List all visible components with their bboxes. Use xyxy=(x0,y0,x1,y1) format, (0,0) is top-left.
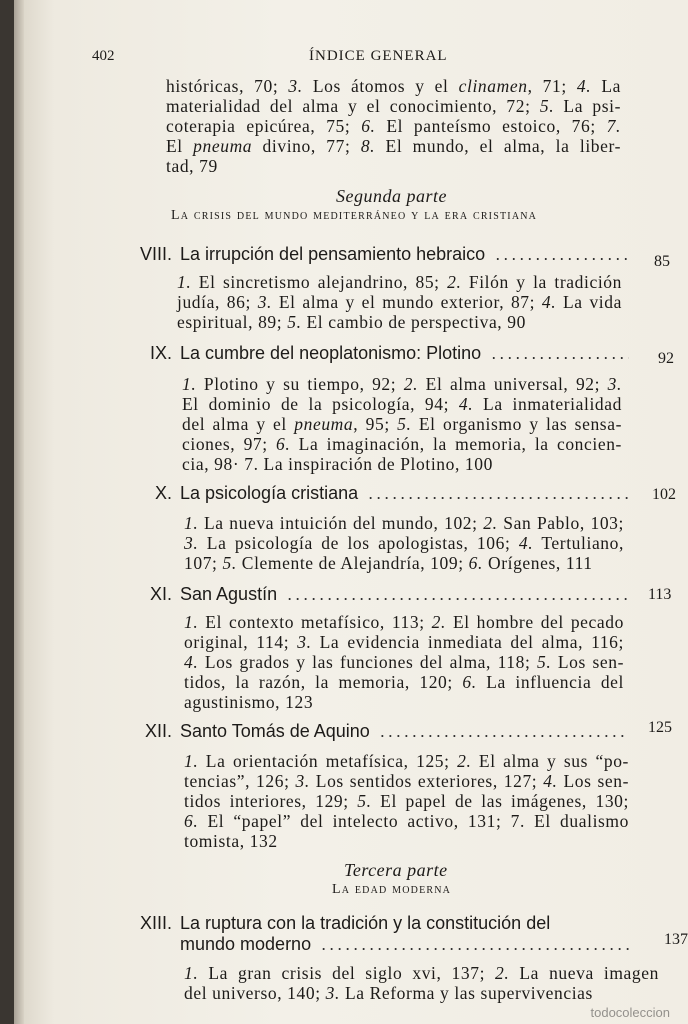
chapter-desc-line: original, 114; 3. La evidencia inmediata del alma, 116; xyxy=(184,632,624,652)
chapter-xi-entry xyxy=(114,584,639,605)
chapter-desc-line: 1. El sincretismo alejandrino, 85; 2. Filón y la tradición xyxy=(177,272,622,292)
part3-subtitle: La edad moderna xyxy=(332,882,452,897)
chapter-page: 137 xyxy=(664,931,688,948)
chapter-page: 125 xyxy=(648,719,672,736)
leader-dots xyxy=(368,483,629,504)
chapter-desc-line: 6. El “papel” del intelecto activo, 131; 7. El dualismo xyxy=(184,811,629,831)
chapter-xii-entry xyxy=(114,721,639,742)
chapter-desc-line: 4. Los grados y las funciones del alma, 118; 5. Los sen- xyxy=(184,652,625,672)
chapter-ix-entry xyxy=(114,343,639,364)
chapter-desc-line: tidos, la razón, la memoria, 120; 6. La influencia del xyxy=(184,672,624,692)
chapter-title-continued: mundo moderno xyxy=(180,934,312,954)
chapter-desc-line: 1. Plotino y su tiempo, 92; 2. El alma universal, 92; 3. xyxy=(182,374,622,394)
watermark: todocoleccion xyxy=(590,1005,670,1020)
page-edge xyxy=(14,0,24,1024)
chapter-desc-line: del universo, 140; 3. La Reforma y las supervivencias xyxy=(184,983,593,1003)
chapter-page: 92 xyxy=(658,350,674,367)
chapter-viii-desc xyxy=(177,272,622,332)
chapter-desc-line: 1. La nueva intuición del mundo, 102; 2. San Pablo, 103; xyxy=(184,513,624,533)
chapter-title: La ruptura con la tradición y la constitución del xyxy=(180,913,551,933)
chapter-viii-entry xyxy=(114,244,639,265)
intro-desc-line: coterapia epicúrea, 75; 6. El panteísmo estoico, 76; 7. xyxy=(166,116,621,136)
chapter-page: 102 xyxy=(652,486,676,503)
chapter-page: 113 xyxy=(648,586,672,603)
chapter-desc-line: tidos interiores, 129; 5. El papel de las imágenes, 130; xyxy=(184,791,629,811)
chapter-desc-line: del alma y el pneuma, 95; 5. El organismo y las sensa- xyxy=(182,414,623,434)
chapter-desc-line: agustinismo, 123 xyxy=(184,692,314,712)
chapter-xiii-desc xyxy=(184,963,659,1003)
chapter-title: La cumbre del neoplatonismo: Plotino xyxy=(180,343,482,363)
part3-title: Tercera parte xyxy=(344,860,448,880)
chapter-number: IX. xyxy=(149,343,172,363)
chapter-number: VIII. xyxy=(139,244,172,264)
chapter-desc-line: 1. La orientación metafísica, 125; 2. El alma y sus “po- xyxy=(184,751,629,771)
chapter-title: La psicología cristiana xyxy=(180,483,359,503)
chapter-desc-line: El dominio de la psicología, 94; 4. La inmaterialidad xyxy=(182,394,622,414)
chapter-page: 85 xyxy=(654,253,670,270)
leader-dots xyxy=(495,244,629,265)
leader-dots xyxy=(491,343,629,364)
chapter-desc-line: 1. La gran crisis del siglo xvi, 137; 2. La nueva imagen xyxy=(184,963,659,983)
chapter-xii-desc xyxy=(184,751,629,851)
chapter-x-entry xyxy=(114,483,639,504)
chapter-desc-line: tomista, 132 xyxy=(184,831,278,851)
intro-desc-line: materialidad del alma y el conocimiento, 72; 5. La psi- xyxy=(166,96,621,116)
running-title: ÍNDICE GENERAL xyxy=(309,48,448,64)
chapter-title: La irrupción del pensamiento hebraico xyxy=(180,244,486,264)
intro-description xyxy=(166,76,621,176)
chapter-ix-desc xyxy=(182,374,622,474)
part2-subtitle: La crisis del mundo mediterráneo y la era cristiana xyxy=(171,208,538,223)
chapter-title: San Agustín xyxy=(180,584,278,604)
chapter-x-desc xyxy=(184,513,624,573)
chapter-xiii-entry xyxy=(114,913,654,934)
leader-dots xyxy=(380,721,629,742)
part2-title: Segunda parte xyxy=(336,186,447,206)
intro-desc-line: El pneuma divino, 77; 8. El mundo, el alma, la liber- xyxy=(166,136,622,156)
leader-dots xyxy=(321,934,629,955)
chapter-xi-desc xyxy=(184,612,624,712)
chapter-desc-line: judía, 86; 3. El alma y el mundo exterior, 87; 4. La vida xyxy=(177,292,622,312)
page-number: 402 xyxy=(92,48,115,64)
chapter-desc-line: 1. El contexto metafísico, 113; 2. El hombre del pecado xyxy=(184,612,624,632)
chapter-number: XII. xyxy=(144,721,172,741)
book-page xyxy=(14,0,688,1024)
chapter-title: Santo Tomás de Aquino xyxy=(180,721,370,741)
leader-dots xyxy=(287,584,629,605)
chapter-number: XIII. xyxy=(139,913,172,933)
running-header xyxy=(14,46,688,70)
intro-desc-line: históricas, 70; 3. Los átomos y el clinamen, 71; 4. La xyxy=(166,76,621,96)
chapter-desc-line: ciones, 97; 6. La imaginación, la memoria, la concien- xyxy=(182,434,622,454)
chapter-xiii-entry-line2 xyxy=(180,934,639,955)
chapter-desc-line: 107; 5. Clemente de Alejandría, 109; 6. Orígenes, 111 xyxy=(184,553,593,573)
intro-desc-line: tad, 79 xyxy=(166,156,218,176)
chapter-desc-line: espiritual, 89; 5. El cambio de perspectiva, 90 xyxy=(177,312,526,332)
chapter-desc-line: tencias”, 126; 3. Los sentidos exteriores, 127; 4. Los sen- xyxy=(184,771,629,791)
chapter-number: X. xyxy=(154,483,172,503)
chapter-desc-line: cia, 98· 7. La inspiración de Plotino, 100 xyxy=(182,454,493,474)
chapter-desc-line: 3. La psicología de los apologistas, 106; 4. Tertuliano, xyxy=(184,533,624,553)
chapter-number: XI. xyxy=(149,584,172,604)
